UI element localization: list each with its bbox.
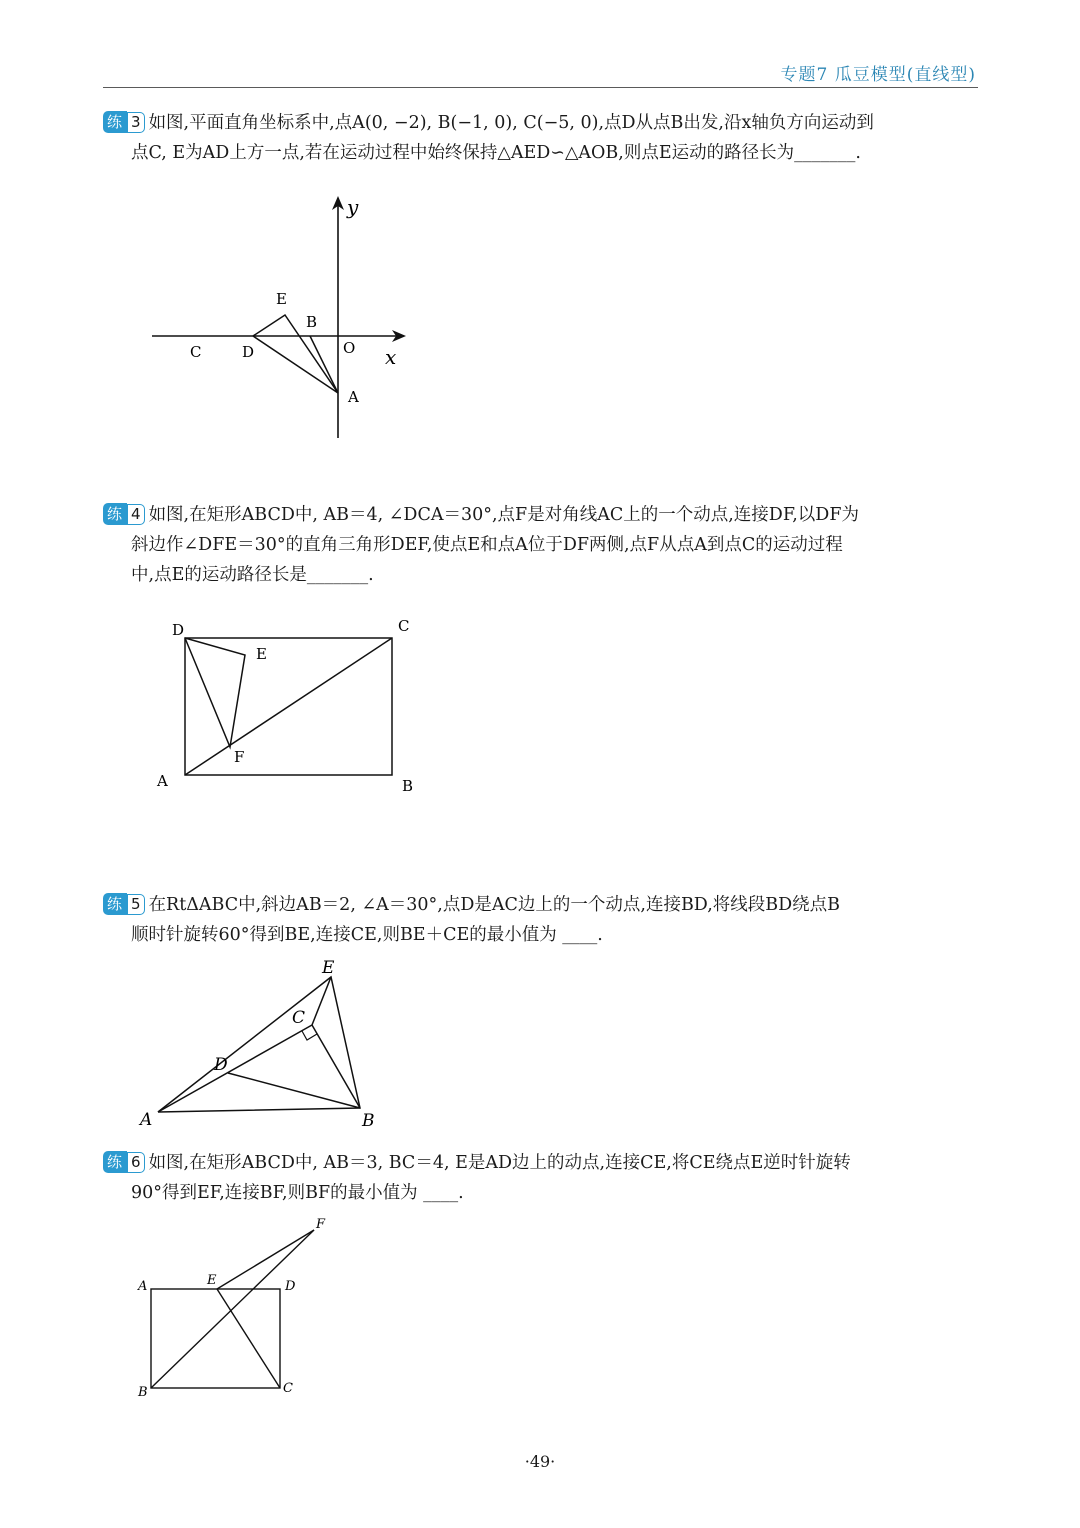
label-C: C [398, 617, 410, 635]
exercise-badge [103, 503, 145, 525]
label-E: E [207, 1273, 217, 1288]
label-B: B [138, 1385, 148, 1400]
label-D: D [285, 1279, 296, 1294]
label-x: x [385, 345, 397, 369]
problem-text-line: 点C, E为AD上方一点,若在运动过程中始终保持△AED∽△AOB,则点E运动的路径长为_______. [131, 143, 861, 163]
label-F: F [316, 1217, 326, 1232]
problem-text-line: 如图,在矩形ABCD中, AB＝3, BC＝4, E是AD边上的动点,连接CE,将CE绕点E逆时针旋转 [148, 1153, 851, 1173]
label-A: A [348, 388, 359, 406]
figure-rectangle-ABCD [150, 612, 430, 802]
badge-word: 练 [103, 503, 127, 525]
label-D: D [172, 621, 185, 639]
right-angle-mark [302, 1031, 317, 1040]
segment-EF [217, 1230, 314, 1289]
triangle-AED [253, 315, 338, 393]
label-F: F [234, 748, 245, 766]
label-C: C [190, 343, 202, 361]
problem-4 [103, 500, 983, 590]
badge-number: 5 [127, 894, 145, 915]
problem-text-line: 中,点E的运动路径长是_______. [131, 565, 374, 585]
header-divider [103, 87, 978, 88]
triangle-ABE-outline [158, 977, 360, 1112]
badge-word: 练 [103, 1151, 127, 1173]
figure-rectangle-rotation [130, 1212, 350, 1402]
problem-text-line: 斜边作∠DFE＝30°的直角三角形DEF,使点E和点A位于DF两侧,点F从点A到点C的运动过程 [131, 535, 843, 555]
label-y: y [347, 195, 359, 219]
chapter-title: 专题7 瓜豆模型(直线型) [780, 65, 976, 85]
problem-text-line: 90°得到EF,连接BF,则BF的最小值为 ____. [131, 1183, 464, 1203]
rectangle-ABCD [151, 1289, 280, 1388]
problem-6 [103, 1148, 983, 1208]
problem-text-line: 在RtΔABC中,斜边AB＝2, ∠A＝30°,点D是AC边上的一个动点,连接BD,将线段BD绕点B [148, 895, 841, 915]
exercise-badge [103, 893, 145, 915]
problem-5 [103, 890, 983, 950]
segment-AC [158, 1025, 312, 1112]
problem-3 [103, 108, 983, 168]
page-number: ·49· [524, 1452, 556, 1471]
segment-DB [228, 1073, 360, 1108]
problem-text-line: 如图,在矩形ABCD中, AB＝4, ∠DCA＝30°,点F是对角线AC上的一个动点,连接DF,以DF为 [148, 505, 859, 525]
label-O: O [343, 339, 356, 357]
label-B: B [306, 313, 318, 331]
badge-number: 3 [127, 112, 145, 133]
diagonal-AC [185, 638, 392, 775]
segment-EC [217, 1289, 280, 1388]
label-A: A [157, 772, 168, 790]
label-D: D [242, 343, 255, 361]
exercise-badge [103, 1151, 145, 1173]
triangle-DEF [185, 638, 245, 747]
label-A: A [138, 1279, 148, 1294]
figure-right-triangle [130, 955, 390, 1135]
problem-text-line: 顺时针旋转60°得到BE,连接CE,则BE＋CE的最小值为 ____. [131, 925, 603, 945]
badge-number: 4 [127, 504, 145, 525]
segment-CB [312, 1025, 360, 1108]
segment-BF [151, 1230, 314, 1388]
badge-word: 练 [103, 893, 127, 915]
label-C: C [292, 1008, 306, 1028]
problem-text-line: 如图,平面直角坐标系中,点A(0, −2), B(−1, 0), C(−5, 0),点D从点B出发,沿x轴负方向运动到 [148, 113, 874, 133]
label-A: A [140, 1110, 153, 1130]
label-B: B [362, 1111, 375, 1131]
label-E: E [276, 290, 287, 308]
label-E: E [256, 645, 267, 663]
label-C: C [283, 1381, 293, 1396]
exercise-badge [103, 111, 145, 133]
badge-word: 练 [103, 111, 127, 133]
label-D: D [214, 1055, 228, 1075]
badge-number: 6 [127, 1152, 145, 1173]
figure-coordinate-plane [140, 190, 420, 450]
label-B: B [402, 777, 414, 795]
label-E: E [322, 958, 335, 978]
